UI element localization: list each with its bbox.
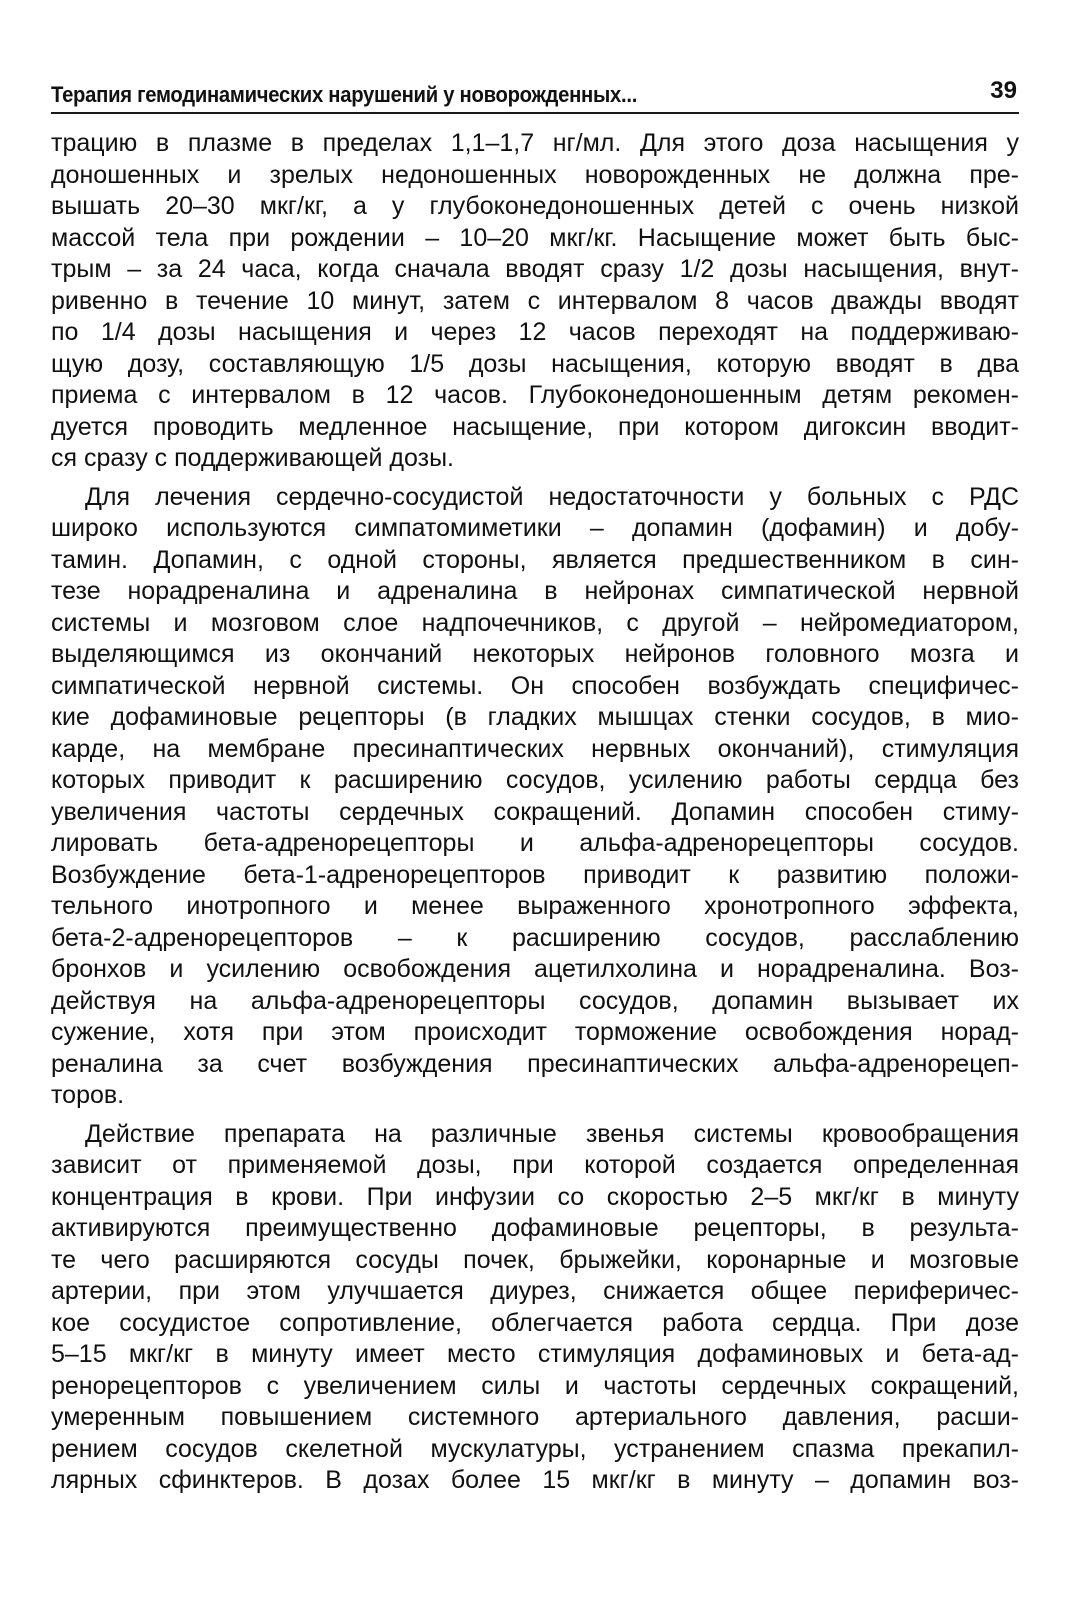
text-line: симпатической нервной системы. Он способен возбуждать специфичес-	[51, 671, 1019, 700]
paragraph-3	[51, 1119, 1019, 1497]
text-line: те чего расширяются сосуды почек, брыжейки, коронарные и мозговые	[51, 1245, 1019, 1274]
text-line: массой тела при рождении – 10–20 мкг/кг. Насыщение может быть быс-	[51, 223, 1019, 252]
text-line: реналина за счет возбуждения пресинаптических альфа-адренорецеп-	[51, 1049, 1019, 1078]
text-line: лярных сфинктеров. В дозах более 15 мкг/кг в минуту – допамин воз-	[51, 1466, 1019, 1494]
text-line: умеренным повышением системного артериального давления, расши-	[51, 1403, 1019, 1431]
running-title: Терапия гемодинамических нарушений у новорожденных...	[51, 82, 638, 107]
text-line: выделяющимся из окончаний некоторых нейронов головного мозга и	[51, 640, 1019, 668]
text-line: увеличения частоты сердечных сокращений. Допамин способен стиму-	[51, 797, 1019, 826]
text-line: бета-2-адренорецепторов – к расширению сосудов, расслаблению	[51, 923, 1019, 952]
text-line: кие дофаминовые рецепторы (в гладких мышцах стенки сосудов, в мио-	[51, 703, 1019, 731]
text-line: рением сосудов скелетной мускулатуры, устранением спазма прекапил-	[51, 1434, 1019, 1463]
text-line: Для лечения сердечно-сосудистой недостаточности у больных с РДС	[85, 482, 1019, 511]
text-line: Возбуждение бета-1-адренорецепторов приводит к развитию положи-	[51, 860, 1019, 889]
text-line: лировать бета-адренорецепторы и альфа-адренорецепторы сосудов.	[51, 829, 1019, 857]
text-line: торов.	[51, 1081, 125, 1109]
paragraph-2	[51, 482, 1019, 1112]
text-line: тамин. Допамин, с одной стороны, является предшественником в син-	[51, 545, 1019, 574]
text-line: кое сосудистое сопротивление, облегчается работа сердца. При дозе	[51, 1308, 1019, 1337]
page-number: 39	[990, 77, 1017, 104]
text-line: которых приводит к расширению сосудов, усилению работы сердца без	[51, 766, 1019, 794]
text-line: тельного инотропного и менее выраженного хронотропного эффекта,	[51, 892, 1019, 920]
text-line: сужение, хотя при этом происходит торможение освобождения норад-	[51, 1018, 1019, 1046]
text-line: вышать 20–30 мкг/кг, а у глубоконедоношенных детей с очень низкой	[51, 192, 1019, 220]
paragraph-1	[51, 128, 1019, 475]
text-line: действуя на альфа-адренорецепторы сосудов, допамин вызывает их	[51, 986, 1019, 1015]
text-line: широко используются симпатомиметики – допамин (дофамин) и добу-	[51, 514, 1019, 542]
text-line: карде, на мембране пресинаптических нервных окончаний), стимуляция	[51, 734, 1019, 763]
body-text	[51, 128, 1019, 1497]
text-line: 5–15 мкг/кг в минуту имеет место стимуляция дофаминовых и бета-ад-	[51, 1340, 1019, 1368]
text-line: системы и мозговом слое надпочечников, с другой – нейромедиатором,	[51, 608, 1019, 637]
text-line: ся сразу с поддерживающей дозы.	[51, 444, 454, 472]
text-line: активируются преимущественно дофаминовые рецепторы, в результа-	[51, 1214, 1019, 1242]
text-line: бронхов и усилению освобождения ацетилхолина и норадреналина. Воз-	[51, 955, 1019, 983]
text-line: тезе норадреналина и адреналина в нейронах симпатической нервной	[51, 577, 1019, 605]
text-line: дуется проводить медленное насыщение, при котором дигоксин вводит-	[51, 412, 1019, 441]
text-line: артерии, при этом улучшается диурез, снижается общее периферичес-	[51, 1277, 1019, 1305]
text-line: трацию в плазме в пределах 1,1–1,7 нг/мл. Для этого доза насыщения у	[51, 129, 1019, 157]
text-line: трым – за 24 часа, когда сначала вводят сразу 1/2 дозы насыщения, внут-	[51, 255, 1019, 283]
text-line: концентрация в крови. При инфузии со скоростью 2–5 мкг/кг в минуту	[51, 1182, 1019, 1211]
text-line: ренорецепторов с увеличением силы и частоты сердечных сокращений,	[51, 1371, 1019, 1400]
text-line: доношенных и зрелых недоношенных новорожденных не должна пре-	[51, 160, 1019, 189]
text-line: приема с интервалом в 12 часов. Глубоконедоношенным детям рекомен-	[51, 381, 1019, 409]
book-page	[51, 70, 1019, 1570]
text-line: Действие препарата на различные звенья системы кровообращения	[85, 1119, 1019, 1148]
running-header	[51, 70, 1019, 114]
text-line: зависит от применяемой дозы, при которой создается определенная	[51, 1151, 1019, 1179]
text-line: ривенно в течение 10 минут, затем с интервалом 8 часов дважды вводят	[51, 286, 1019, 315]
text-line: щую дозу, составляющую 1/5 дозы насыщения, которую вводят в два	[51, 349, 1019, 378]
text-line: по 1/4 дозы насыщения и через 12 часов переходят на поддерживаю-	[51, 318, 1019, 346]
